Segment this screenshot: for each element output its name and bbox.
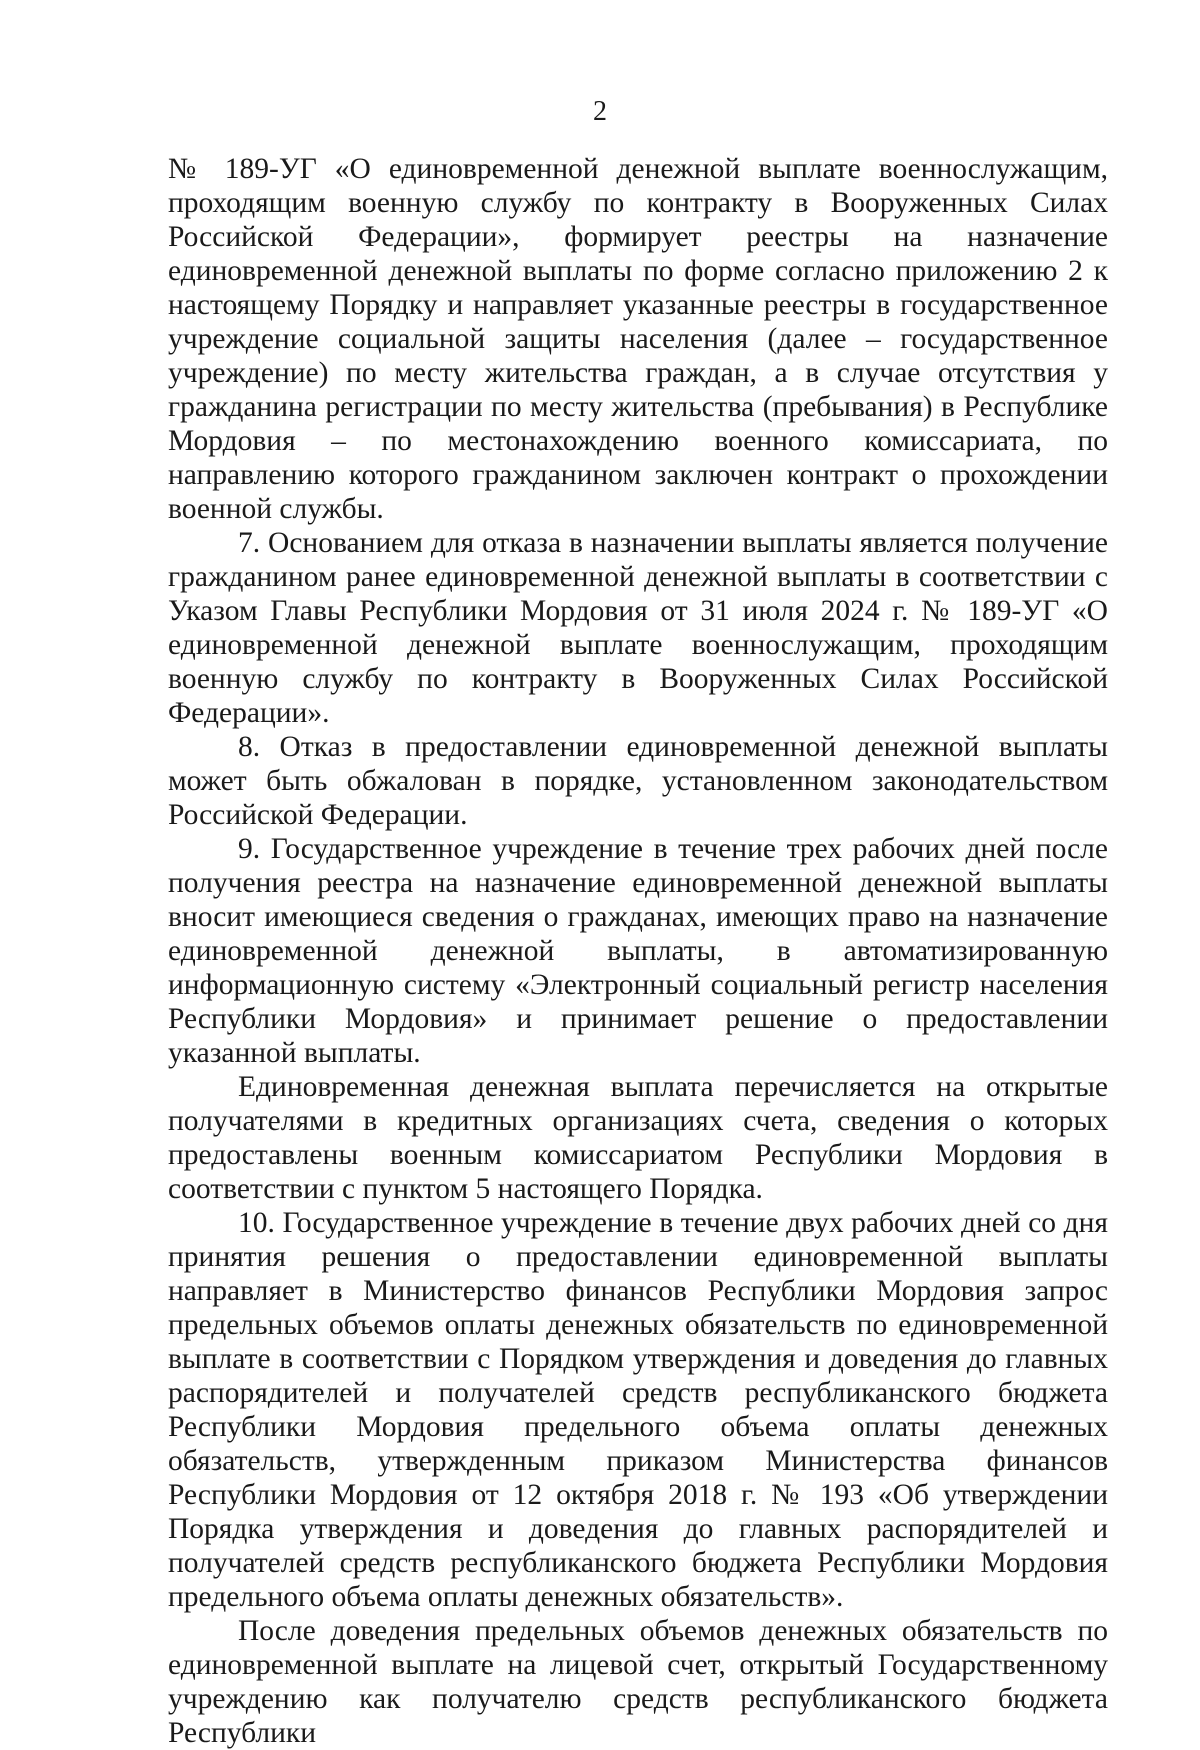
paragraph-item-8: 8. Отказ в предоставлении единовременной денежной выплаты может быть обжалован в порядке, установленном законодательством Российской Федерации.: [168, 731, 1108, 831]
paragraph-item-10: 10. Государственное учреждение в течение двух рабочих дней со дня принятия решения о предоставлении единовременной выплаты направляет в Министерство финансов Республики Мордовия запрос предельных объемов оплаты денежных обязательств по единовременной выплате в соответствии с Порядком утверждения и доведения до главных распорядителей и получателей средств республиканского бюджета Республики Мордовия предельного объема оплаты денежных обязательств, утвержденным приказом Министерства финансов Республики Мордовия от 12 октября 2018 г. № 193 «Об утверждении Порядка утверждения и доведения до главных распорядителей и получателей средств республиканского бюджета Республики Мордовия предельного объема оплаты денежных обязательств».: [168, 1207, 1108, 1613]
paragraph-continuation: № 189-УГ «О единовременной денежной выплате военнослужащим, проходящим военную службу по контракту в Вооруженных Силах Российской Федерации», формирует реестры на назначение единовременной денежной выплаты по форме согласно приложению 2 к настоящему Порядку и направляет указанные реестры в государственное учреждение социальной защиты населения (далее – государственное учреждение) по месту жительства граждан, а в случае отсутствия у гражданина регистрации по месту жительства (пребывания) в Республике Мордовия – по местонахождению военного комиссариата, по направлению которого гражданином заключен контракт о прохождении военной службы.: [168, 153, 1108, 525]
paragraph-item-9-payment: Единовременная денежная выплата перечисляется на открытые получателями в кредитных организациях счета, сведения о которых предоставлены военным комиссариатом Республики Мордовия в соответствии с пунктом 5 настоящего Порядка.: [168, 1071, 1108, 1205]
page-number: 2: [593, 96, 607, 127]
paragraph-item-10-after-limits: После доведения предельных объемов денежных обязательств по единовременной выплате на лицевой счет, открытый Государственному учреждению как получателю средств республиканского бюджета Республики: [168, 1615, 1108, 1749]
paragraph-item-7: 7. Основанием для отказа в назначении выплаты является получение гражданином ранее единовременной денежной выплаты в соответствии с Указом Главы Республики Мордовия от 31 июля 2024 г. № 189-УГ «О единовременной денежной выплате военнослужащим, проходящим военную службу по контракту в Вооруженных Силах Российской Федерации».: [168, 527, 1108, 729]
paragraph-item-9: 9. Государственное учреждение в течение трех рабочих дней после получения реестра на назначение единовременной денежной выплаты вносит имеющиеся сведения о гражданах, имеющих право на назначение единовременной денежной выплаты, в автоматизированную информационную систему «Электронный социальный регистр населения Республики Мордовия» и принимает решение о предоставлении указанной выплаты.: [168, 833, 1108, 1069]
document-body: [168, 152, 1108, 1750]
